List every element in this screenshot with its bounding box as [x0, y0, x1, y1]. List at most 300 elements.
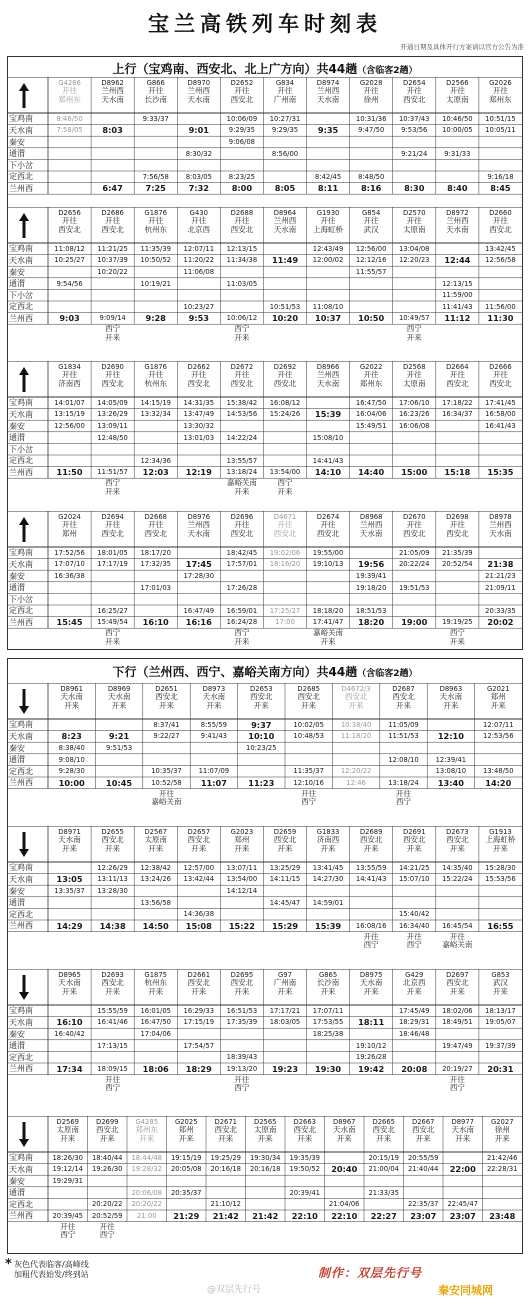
- continuation-note: [220, 629, 263, 646]
- time-cell: 10:05/11: [485, 126, 516, 135]
- train-route-label: 太原南: [446, 94, 469, 104]
- train-route-label: 太原南: [254, 1125, 277, 1134]
- train-route-label: 天水南: [316, 378, 340, 388]
- time-cell: 11:23: [248, 778, 275, 787]
- time-cell: 19:05/07: [485, 1018, 516, 1027]
- time-cell: 18:42/45: [226, 548, 258, 557]
- time-cell: 19:55/00: [312, 548, 344, 557]
- continuation-note: [436, 629, 479, 646]
- time-cell: 18:25/38: [312, 1030, 344, 1038]
- time-cell: 9:37: [251, 720, 272, 729]
- time-cell: 16:47/49: [183, 606, 215, 615]
- train-header: [177, 209, 220, 243]
- time-cell: 21:42/46: [486, 1153, 518, 1162]
- time-cell: 9:01: [188, 126, 209, 135]
- train-number: G430: [189, 209, 208, 217]
- continuation-line: 开来: [320, 636, 336, 646]
- time-cell: 23:07: [410, 1211, 437, 1220]
- continuation-line: 嘉峪关南: [442, 940, 473, 950]
- time-cell: 19:42: [358, 1064, 385, 1073]
- credit: 制作：双层先行号: [318, 1266, 423, 1280]
- down-table-3: [8, 969, 522, 1095]
- train-header: [307, 363, 350, 397]
- time-cell: 16:47/50: [355, 398, 387, 407]
- train-number: D2569: [56, 1118, 80, 1126]
- up-arrow-icon: [8, 207, 48, 263]
- time-cell: 9:53: [188, 314, 209, 323]
- station-label: 天水南: [9, 731, 33, 741]
- up-table-2: [8, 207, 522, 344]
- train-route-label: 开往: [406, 520, 422, 529]
- train-route-label: 西安北: [101, 528, 124, 538]
- time-cell: 12:53/56: [483, 732, 514, 741]
- time-cell: 14:41/43: [355, 875, 387, 884]
- time-cell: 16:23/26: [398, 410, 430, 419]
- time-cell: 13:01/03: [183, 433, 215, 442]
- continuation-note: [143, 790, 190, 807]
- train-number: D8962: [101, 79, 124, 87]
- train-route-label: 天水南: [101, 94, 124, 104]
- train-route-label: 开来: [148, 843, 164, 853]
- time-cell: 20:16/18: [210, 1165, 242, 1174]
- train-route-label: 武汉: [363, 224, 379, 234]
- train-number: D2659: [273, 828, 297, 836]
- train-number: D2690: [101, 363, 124, 371]
- opening-date-note: 开通日期及具体开行方案请以官方公告为准: [400, 43, 524, 51]
- time-cell: 17:26/28: [226, 583, 258, 592]
- time-cell: 13:56/58: [140, 898, 171, 907]
- time-cell: 20:15/19: [368, 1153, 400, 1162]
- time-cell: 8:56/00: [271, 149, 299, 158]
- time-cell: 14:11/15: [269, 875, 301, 884]
- train-route-label: 北京西: [403, 978, 426, 987]
- station-label: 天水南: [9, 559, 33, 569]
- up-table-4: [8, 511, 522, 648]
- train-route-label: 西安北: [230, 978, 254, 987]
- station-label: 兰州西: [9, 313, 33, 323]
- up-table-1: [8, 77, 522, 214]
- station-label: 秦安: [9, 1176, 25, 1186]
- time-cell: 8:00: [231, 184, 253, 193]
- train-number: D4671: [273, 513, 297, 521]
- time-cell: 11:08/10: [312, 302, 344, 311]
- train-number: D8972: [446, 209, 469, 217]
- station-label: 定西北: [9, 1052, 33, 1062]
- time-cell: 13:42/45: [485, 244, 516, 253]
- train-route-label: 西安北: [273, 835, 297, 844]
- time-cell: 16:47/50: [140, 1018, 171, 1027]
- time-cell: 7:56/58: [142, 172, 169, 181]
- time-cell: 16:08/12: [269, 398, 301, 407]
- station-label: 秦安: [9, 421, 25, 431]
- continuation-line: 开往: [406, 931, 422, 941]
- train-route-label: 郑州东: [359, 378, 383, 388]
- train-route-label: 太原南: [144, 835, 167, 844]
- time-cell: 13:25/29: [269, 863, 301, 872]
- train-route-label: 开往: [363, 86, 379, 95]
- time-cell: 12:46: [346, 778, 366, 787]
- time-cell: 12:56/58: [485, 256, 516, 265]
- time-cell: 21:29: [173, 1211, 200, 1220]
- station-label: 通渭: [9, 583, 25, 593]
- time-cell: 10:45: [106, 778, 133, 787]
- time-cell: 17:45: [185, 560, 212, 569]
- train-number: D2567: [144, 828, 167, 836]
- train-route-label: 兰州西: [359, 520, 383, 529]
- train-route-label: 开来: [158, 700, 174, 710]
- train-header: [404, 1118, 444, 1152]
- station-label: 兰州西: [9, 1211, 33, 1221]
- train-route-label: 上海虹桥: [313, 224, 344, 234]
- train-number: D2670: [402, 513, 426, 521]
- time-cell: 13:18/24: [388, 778, 419, 787]
- train-header: [263, 971, 306, 1005]
- time-cell: 15:18: [444, 468, 471, 477]
- time-cell: 20:20/22: [91, 1200, 123, 1209]
- train-header: [285, 685, 332, 719]
- train-route-label: 开来: [234, 986, 250, 996]
- time-cell: 16:10: [56, 1018, 83, 1027]
- time-cell: 13:30/32: [183, 422, 215, 430]
- train-header: [134, 209, 177, 243]
- continuation-line: 西宁: [449, 1083, 465, 1093]
- time-cell: 10:02/05: [293, 720, 324, 729]
- legend-gray: 灰色代表临客/高峰线: [14, 1260, 89, 1269]
- train-route-label: 开来: [363, 986, 379, 996]
- train-header: [91, 971, 134, 1005]
- time-cell: 19:26/28: [355, 1053, 387, 1062]
- train-header: [134, 971, 177, 1005]
- time-cell: 14:45/47: [269, 898, 301, 907]
- time-cell: 9:41/43: [200, 732, 227, 741]
- station-label: 定西北: [9, 172, 33, 182]
- train-route-label: 开来: [62, 986, 78, 996]
- train-header: [350, 828, 393, 862]
- station-label: 天水南: [9, 1017, 33, 1027]
- time-cell: 12:34/36: [140, 456, 171, 465]
- station-label: 天水南: [9, 255, 33, 265]
- time-cell: 19:28/32: [131, 1165, 163, 1174]
- time-cell: 18:26/30: [52, 1153, 84, 1162]
- time-cell: 11:59/00: [442, 291, 473, 300]
- train-number: D8974: [316, 79, 340, 87]
- train-number: D2697: [446, 971, 469, 979]
- train-header: [285, 1118, 325, 1152]
- train-route-label: 开来: [257, 1133, 273, 1143]
- station-label: 下小岔: [9, 290, 33, 300]
- time-cell: 8:55/59: [200, 720, 227, 729]
- train-header: [91, 79, 134, 113]
- down-arrow-icon: [8, 969, 48, 1025]
- time-cell: 10:19/21: [140, 279, 171, 288]
- time-cell: 13:54/00: [269, 468, 301, 477]
- train-header: [479, 828, 522, 862]
- up-table-3: [8, 361, 522, 498]
- train-number: D8973: [202, 685, 226, 693]
- train-number: G1834: [58, 363, 81, 371]
- train-route-label: 济南西: [58, 378, 81, 388]
- continuation-line: 西宁: [449, 628, 465, 638]
- train-route-label: 天水南: [489, 528, 512, 538]
- train-route-label: 西安北: [446, 528, 469, 538]
- continuation-note: [91, 1076, 134, 1093]
- train-number: D2668: [144, 513, 167, 521]
- train-route-label: 开来: [111, 700, 127, 710]
- time-cell: 16:29/33: [183, 1006, 215, 1015]
- train-header: [380, 685, 427, 719]
- train-route-label: 开往: [62, 216, 78, 225]
- continuation-line: 嘉峪关南: [226, 478, 257, 488]
- train-route-label: 太原南: [56, 1125, 79, 1134]
- station-label: 秦安: [9, 1029, 25, 1039]
- time-cell: 16:59/01: [226, 606, 258, 615]
- train-route-label: 西安北: [250, 692, 273, 701]
- time-cell: 13:32/34: [140, 410, 171, 419]
- train-route-label: 西安北: [489, 378, 512, 388]
- time-cell: 14:01/07: [54, 398, 85, 407]
- time-cell: 20:33/35: [485, 606, 516, 615]
- train-number: D2673: [446, 828, 469, 836]
- train-route-label: 开往: [148, 520, 164, 529]
- station-label: 宝鸡南: [9, 1153, 33, 1163]
- train-number: D2565: [253, 1118, 277, 1126]
- time-cell: 20:20/22: [131, 1200, 163, 1209]
- continuation-note: [393, 325, 436, 342]
- time-cell: 18:03/05: [269, 1018, 301, 1027]
- time-cell: 12:44: [444, 256, 471, 265]
- time-cell: 17:07/10: [54, 560, 85, 569]
- train-header: [332, 685, 379, 719]
- train-route-label: 西安北: [58, 224, 81, 234]
- time-cell: 10:48/53: [293, 732, 324, 741]
- time-cell: 20:06/08: [131, 1188, 163, 1197]
- continuation-line: 嘉峪关南: [313, 628, 344, 638]
- time-cell: 16:24/28: [226, 618, 258, 627]
- time-cell: 21:42: [252, 1211, 279, 1220]
- time-cell: 18:13/17: [485, 1006, 516, 1015]
- train-route-label: 郑州: [178, 1125, 194, 1134]
- train-route-label: 郑州: [234, 835, 250, 844]
- time-cell: 12:20/22: [340, 767, 372, 776]
- train-header: [325, 1118, 365, 1152]
- train-route-label: 西安北: [403, 835, 426, 844]
- station-label: 秦安: [9, 137, 25, 147]
- train-route-label: 西安北: [187, 978, 211, 987]
- station-label: 宝鸡南: [9, 114, 33, 124]
- time-cell: 10:06/12: [226, 314, 258, 323]
- down-heading-text: 下行（兰州西、西宁、嘉峪关南方向）共44趟: [112, 665, 358, 679]
- continuation-line: 西宁: [105, 1083, 121, 1093]
- train-header: [263, 363, 306, 397]
- time-cell: 19:25/29: [210, 1153, 242, 1162]
- train-number: G429: [405, 971, 424, 979]
- time-cell: 19:18/20: [355, 583, 387, 592]
- train-number: G1833: [316, 828, 340, 836]
- time-cell: 20:40: [331, 1165, 358, 1174]
- train-route-label: 长沙南: [316, 978, 340, 987]
- continuation-line: 西宁: [406, 940, 422, 950]
- train-number: D8963: [439, 685, 463, 693]
- time-cell: 9:28/30: [58, 767, 85, 776]
- train-route-label: 兰州西: [316, 370, 340, 379]
- train-header: [134, 363, 177, 397]
- continuation-note: [380, 790, 427, 807]
- time-cell: 17:53/55: [312, 1018, 344, 1027]
- train-route-label: 开往: [148, 86, 164, 95]
- time-cell: 17:28/30: [183, 572, 215, 580]
- station-label: 下小岔: [9, 444, 33, 454]
- time-cell: 16:25/27: [97, 606, 128, 615]
- train-number: D2570: [402, 209, 426, 217]
- train-route-label: 杭州东: [144, 978, 167, 987]
- time-cell: 9:54/56: [56, 279, 83, 288]
- continuation-line: 开来: [105, 636, 121, 646]
- train-route-label: 开来: [234, 843, 250, 853]
- train-header: [238, 685, 285, 719]
- train-route-label: 西安北: [101, 835, 124, 844]
- continuation-note: [350, 933, 393, 950]
- time-cell: 21:38: [487, 560, 514, 569]
- continuation-note: [220, 325, 263, 342]
- train-route-label: 西安北: [155, 692, 178, 701]
- train-route-label: 天水南: [451, 1125, 474, 1134]
- time-cell: 16:16: [185, 618, 212, 627]
- train-number: G4285: [135, 1118, 159, 1126]
- train-header: [91, 513, 134, 547]
- train-number: D2654: [402, 79, 426, 87]
- arrow-shape: [19, 832, 29, 857]
- time-cell: 18:46/48: [398, 1030, 430, 1038]
- train-route-label: 开来: [320, 986, 336, 996]
- time-cell: 13:08/10: [435, 767, 467, 776]
- train-route-label: 开往: [105, 216, 121, 225]
- time-cell: 12:03: [142, 468, 169, 477]
- time-cell: 8:38/40: [58, 744, 85, 752]
- time-cell: 10:52/58: [151, 778, 182, 787]
- page-title: 宝兰高铁列车时刻表: [148, 12, 382, 36]
- time-cell: 15:39: [315, 921, 342, 930]
- arrow-shape: [19, 689, 29, 714]
- continuation-line: 开来: [105, 486, 121, 496]
- station-label: 下小岔: [9, 594, 33, 604]
- time-cell: 15:39: [315, 410, 342, 419]
- train-header: [190, 685, 237, 719]
- continuation-line: 开往: [105, 1074, 121, 1084]
- up-arrow-icon: [8, 511, 48, 567]
- time-cell: 12:56/00: [54, 422, 85, 430]
- train-number: G834: [275, 79, 295, 87]
- time-cell: 18:49/51: [442, 1018, 473, 1027]
- time-cell: 17:34: [56, 1064, 83, 1073]
- weibo-watermark: @双层先行号: [207, 1285, 262, 1295]
- train-route-label: 开往: [363, 370, 379, 379]
- train-route-label: 开往: [320, 216, 336, 225]
- time-cell: 14:50: [142, 921, 169, 930]
- continuation-line: 西宁: [277, 478, 293, 488]
- train-route-label: 开来: [320, 843, 336, 853]
- train-route-label: 天水南: [107, 692, 131, 701]
- train-number: D2687: [392, 685, 415, 693]
- time-cell: 15:24/26: [269, 410, 301, 419]
- train-route-label: 开往: [492, 370, 508, 379]
- arrow-shape: [19, 83, 29, 108]
- time-cell: 21:10/12: [210, 1200, 242, 1209]
- train-route-label: 西安北: [273, 528, 297, 538]
- continuation-line: 开往: [363, 931, 379, 941]
- train-route-label: 兰州西: [273, 216, 297, 225]
- time-cell: 17:04/06: [140, 1030, 171, 1038]
- station-label: 定西北: [9, 766, 33, 776]
- train-number: D2686: [101, 209, 124, 217]
- train-header: [263, 513, 306, 547]
- station-label: 天水南: [9, 874, 33, 884]
- train-number: D8976: [187, 513, 211, 521]
- train-route-label: 西安北: [359, 835, 383, 844]
- time-cell: 19:23: [271, 1064, 299, 1073]
- time-cell: 9:21: [108, 732, 130, 741]
- train-route-label: 开往: [62, 520, 78, 529]
- train-header: [263, 828, 306, 862]
- time-cell: 13:26/29: [97, 410, 128, 419]
- time-cell: 14:20: [485, 778, 512, 787]
- time-cell: 12:13/15: [226, 244, 258, 253]
- time-cell: 16:40/42: [54, 1030, 85, 1038]
- train-route-label: 天水南: [359, 528, 383, 538]
- train-number: D2691: [402, 828, 426, 836]
- time-cell: 23:48: [489, 1211, 516, 1220]
- train-header: [177, 828, 220, 862]
- continuation-line: 嘉峪关南: [151, 797, 182, 807]
- train-route-label: 杭州东: [144, 378, 167, 388]
- continuation-line: 西宁: [105, 478, 121, 488]
- train-route-label: 开来: [348, 700, 364, 710]
- time-cell: 19:47/49: [442, 1041, 473, 1050]
- time-cell: 10:23/25: [246, 744, 277, 752]
- train-route-label: 开来: [406, 986, 422, 996]
- time-cell: 8:03/05: [185, 172, 212, 181]
- train-header: [427, 685, 474, 719]
- train-route-label: 西安北: [293, 1125, 316, 1134]
- train-route-label: 西安北: [230, 378, 254, 388]
- time-cell: 15:07/10: [398, 875, 430, 884]
- station-label: 定西北: [9, 606, 33, 616]
- train-route-label: 太原南: [403, 224, 426, 234]
- train-route-label: 西安北: [230, 528, 254, 538]
- train-route-label: 开来: [492, 843, 508, 853]
- train-number: G2024: [58, 513, 81, 521]
- time-cell: 12:26/29: [97, 863, 128, 872]
- continuation-line: 西宁: [99, 1230, 115, 1240]
- train-route-label: 开来: [449, 843, 465, 853]
- train-route-label: 西安北: [187, 835, 211, 844]
- train-route-label: 长沙南: [144, 94, 167, 104]
- train-route-label: 杭州东: [144, 224, 167, 234]
- time-cell: 14:12/14: [226, 887, 258, 895]
- time-cell: 18:16/20: [269, 560, 301, 569]
- train-header: [48, 79, 91, 113]
- time-cell: 13:55/59: [355, 863, 387, 872]
- time-cell: 23:07: [449, 1211, 476, 1220]
- time-cell: 12:43/49: [312, 244, 344, 253]
- time-cell: 21:00: [136, 1211, 157, 1220]
- train-header: [307, 513, 350, 547]
- continuation-line: 西宁: [234, 324, 250, 334]
- station-label: 定西北: [9, 302, 33, 312]
- train-header: [393, 971, 436, 1005]
- time-cell: 14:59/01: [312, 898, 344, 907]
- up-arrow-icon: [8, 77, 48, 133]
- train-number: D2666: [489, 363, 512, 371]
